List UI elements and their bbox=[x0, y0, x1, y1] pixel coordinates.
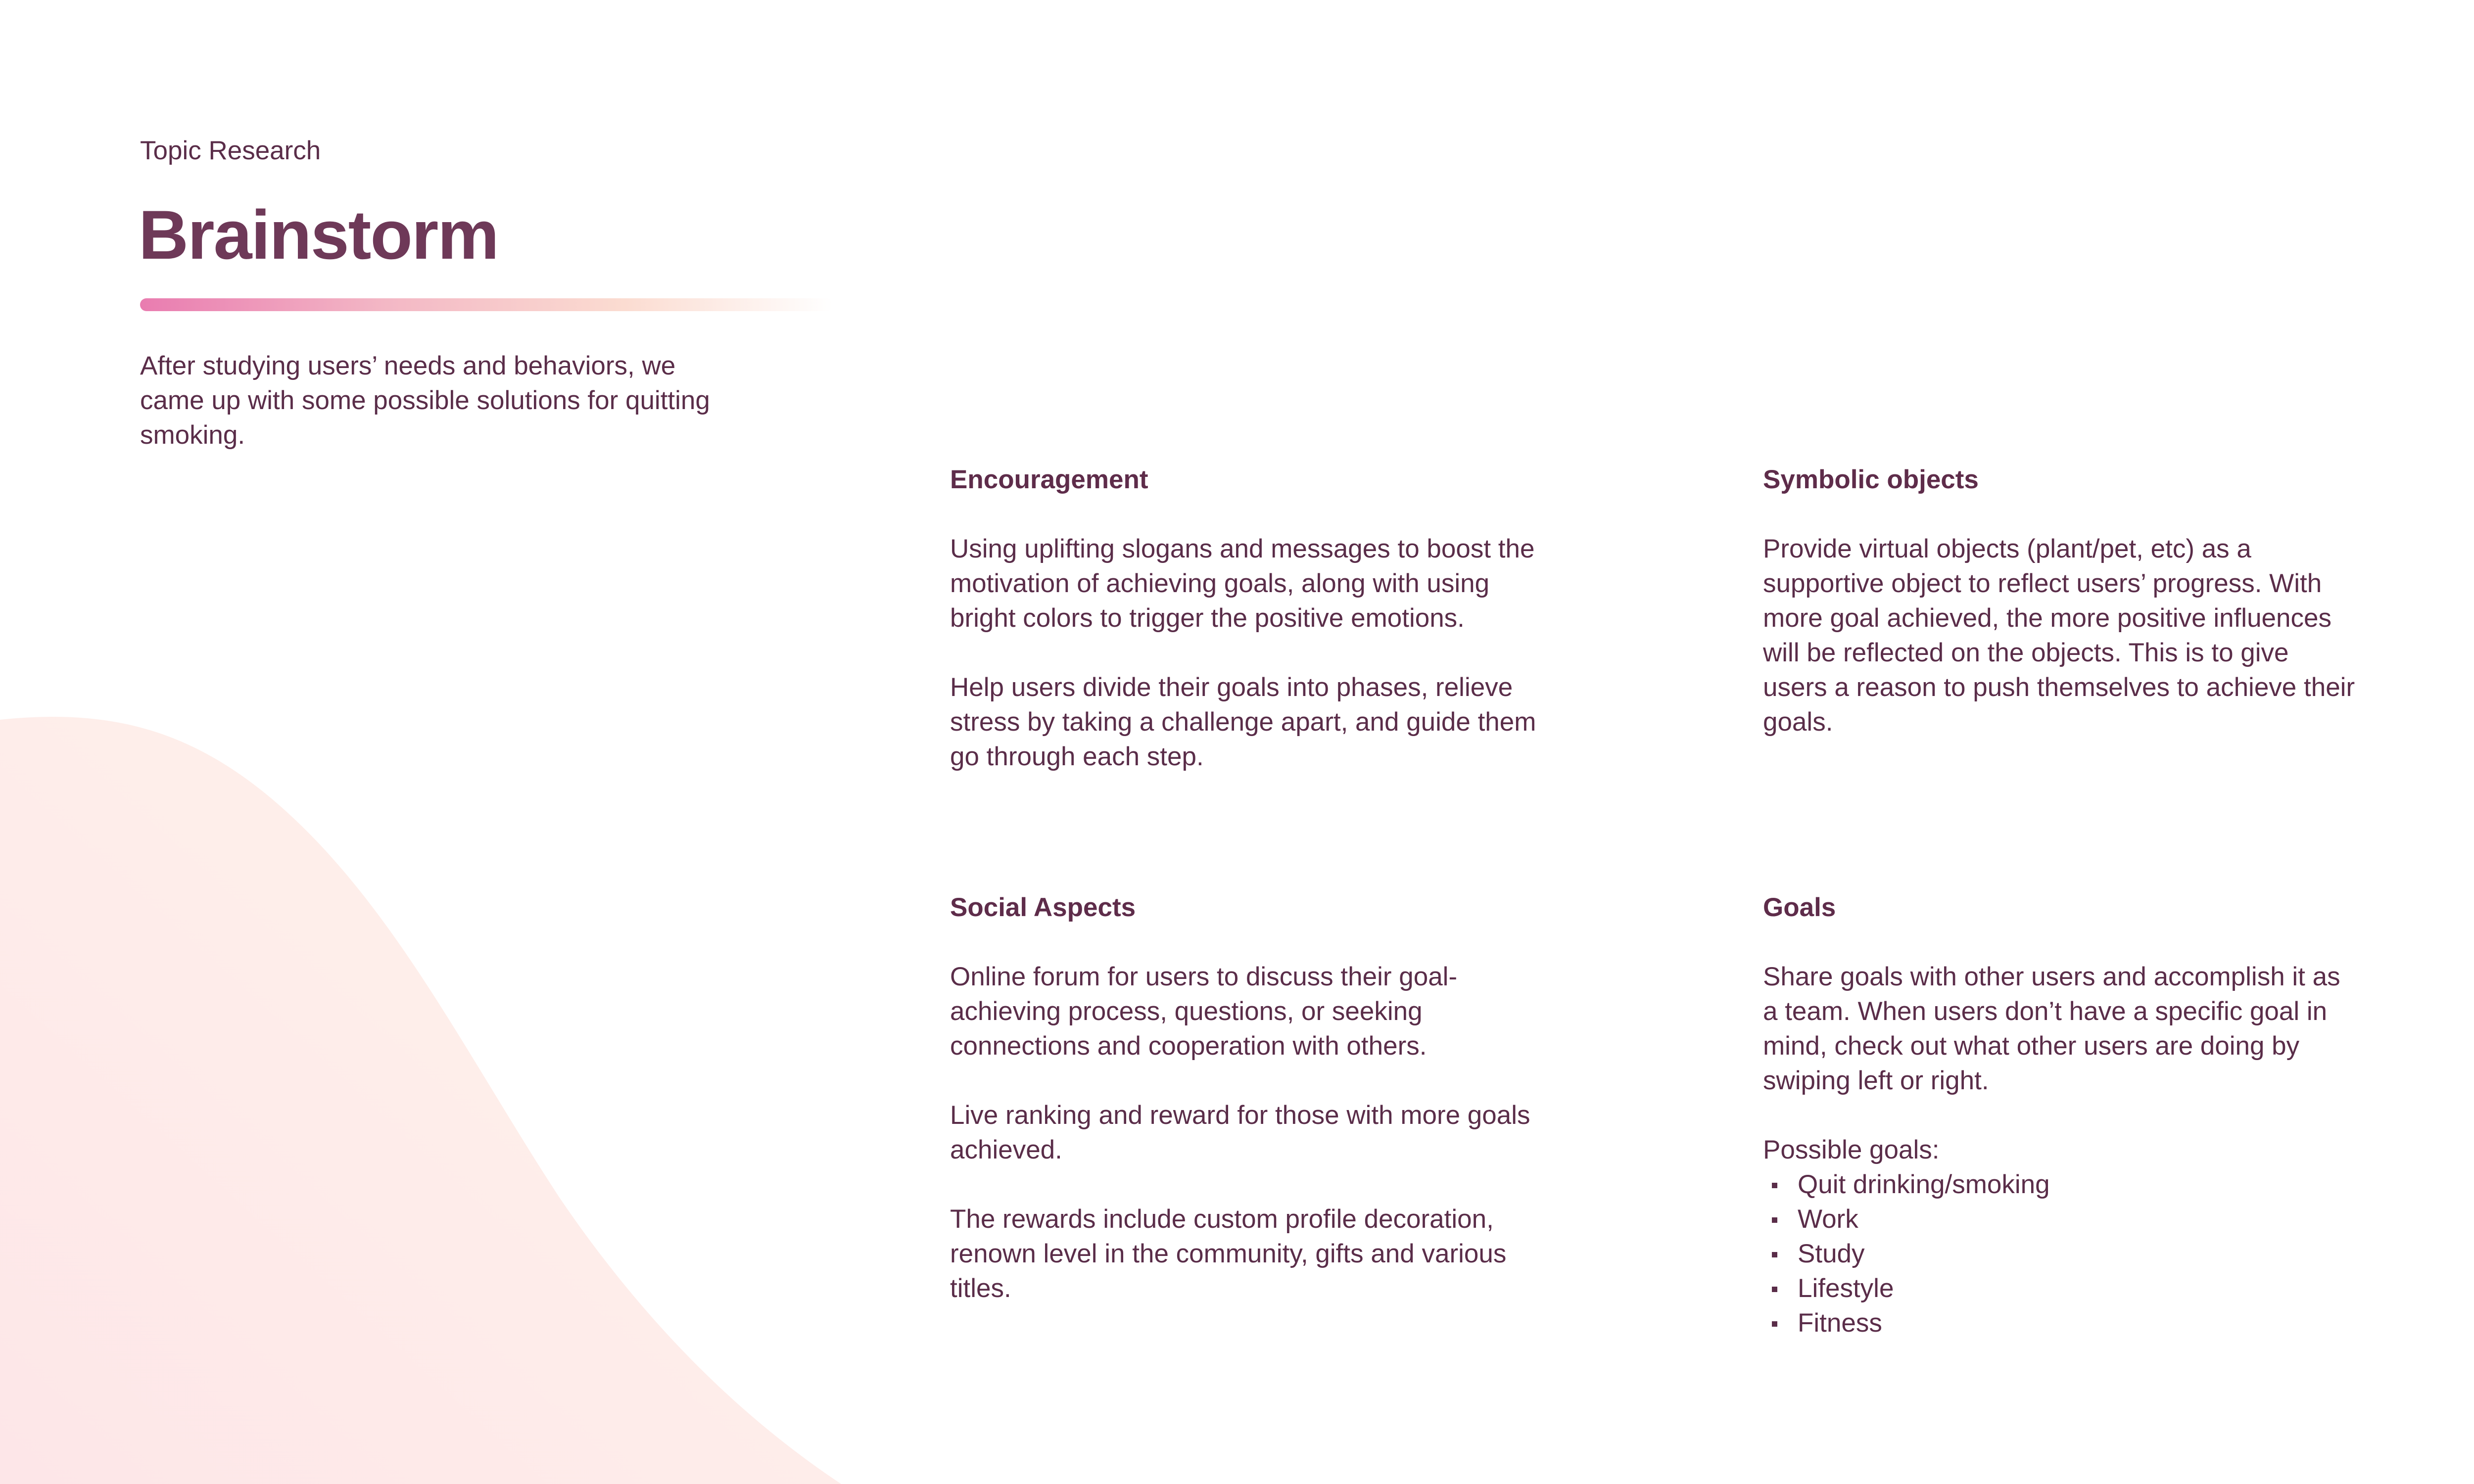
goal-list-item: Work bbox=[1763, 1202, 2357, 1237]
encouragement-paragraph: Help users divide their goals into phases, relieve stress by taking a challenge apart, and guide them go through each step. bbox=[950, 673, 1536, 771]
goal-list-item: Study bbox=[1763, 1237, 2357, 1271]
goals-list bbox=[1763, 1167, 2357, 1341]
goals-block bbox=[1763, 890, 2357, 1341]
social-aspects-block bbox=[950, 890, 1544, 1306]
symbolic-objects-block bbox=[1763, 463, 2357, 740]
title-underline-gradient bbox=[140, 298, 833, 311]
goal-list-item: Fitness bbox=[1763, 1306, 2357, 1341]
page-title: Brainstorm bbox=[139, 196, 498, 274]
intro-text: After studying users’ needs and behaviors, we came up with some possible solutions for quitting smoking. bbox=[140, 351, 710, 450]
social-aspects-paragraph: The rewards include custom profile decoration, renown level in the community, gifts and various titles. bbox=[950, 1205, 1507, 1303]
goal-list-item: Lifestyle bbox=[1763, 1271, 2357, 1306]
goals-paragraph: Share goals with other users and accomplish it as a team. When users don’t have a specific goal in mind, check out what other users are doing by swiping left or right. bbox=[1763, 962, 2340, 1095]
section-label: Topic Research bbox=[140, 136, 321, 165]
encouragement-block bbox=[950, 463, 1544, 774]
goals-list-container bbox=[1763, 1133, 2357, 1341]
goal-list-item: Quit drinking/smoking bbox=[1763, 1167, 2357, 1202]
social-aspects-paragraph: Live ranking and reward for those with more goals achieved. bbox=[950, 1101, 1530, 1164]
goals-heading: Goals bbox=[1763, 893, 1836, 922]
encouragement-heading: Encouragement bbox=[950, 465, 1148, 494]
social-aspects-paragraph: Online forum for users to discuss their goal-achieving process, questions, or seeking connections and cooperation with others. bbox=[950, 962, 1458, 1061]
social-aspects-heading: Social Aspects bbox=[950, 893, 1136, 922]
encouragement-paragraph: Using uplifting slogans and messages to boost the motivation of achieving goals, along with using bright colors to trigger the positive emotions. bbox=[950, 534, 1535, 633]
symbolic-objects-heading: Symbolic objects bbox=[1763, 465, 1979, 494]
symbolic-objects-paragraph: Provide virtual objects (plant/pet, etc) as a supportive object to reflect users’ progress. With more goal achieved, the more positive influences will be reflected on the objects. This is to give users a reason to push themselves to achieve their goals. bbox=[1763, 534, 2355, 737]
goals-list-intro: Possible goals: bbox=[1763, 1135, 1940, 1164]
